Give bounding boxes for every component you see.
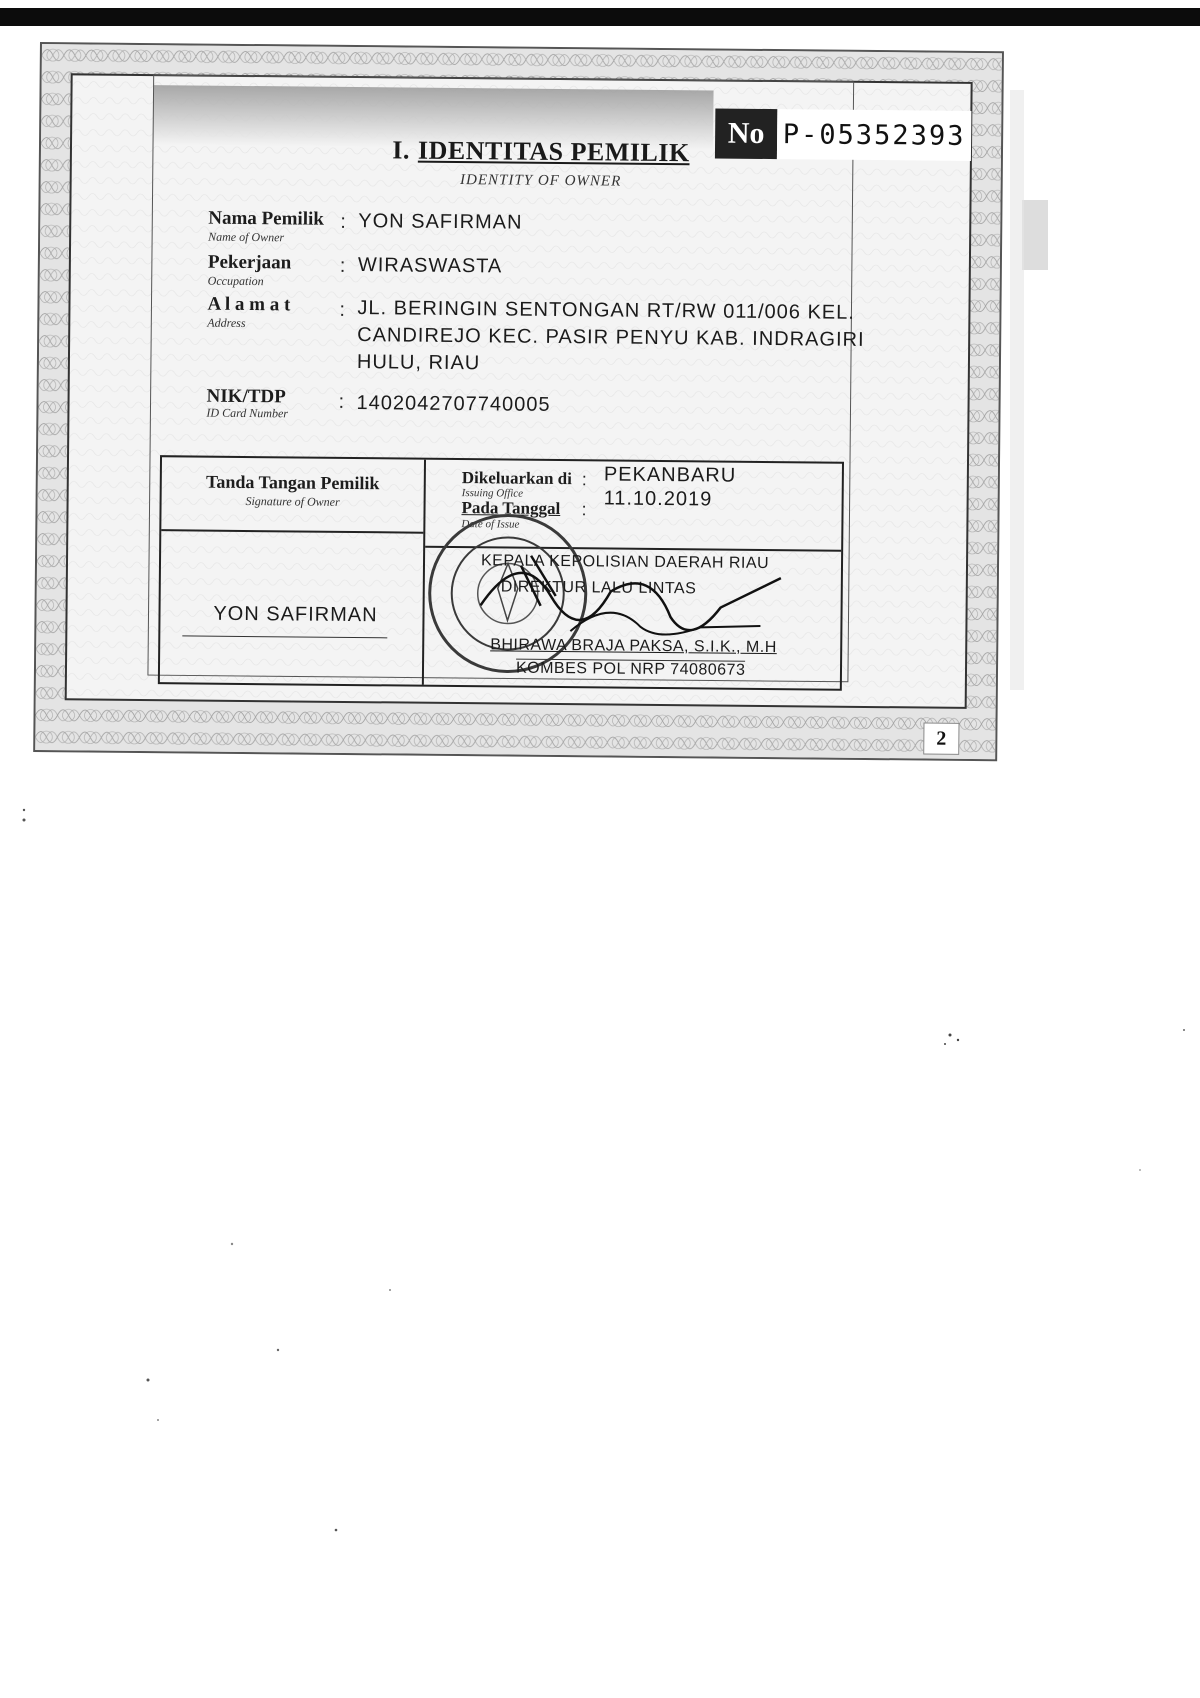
occupation-value: WIRASWASTA — [357, 254, 503, 278]
issued-on-value: 11.10.2019 — [603, 487, 713, 511]
section-subtitle: IDENTITY OF OWNER — [460, 172, 622, 190]
issued-on-sublabel: Date of Issue — [461, 518, 520, 531]
owner-name-sublabel: Name of Owner — [208, 229, 285, 245]
ownership-card — [33, 42, 1004, 761]
address-value — [356, 297, 865, 382]
issued-at-sublabel: Issuing Office — [461, 487, 524, 500]
address-label: A l a m a t — [207, 293, 291, 316]
official-rank: KOMBES POL NRP 74080673 — [515, 659, 746, 679]
colon: : — [339, 254, 346, 277]
nik-value: 1402042707740005 — [356, 392, 551, 416]
colon: : — [581, 499, 587, 520]
owner-name-label: Nama Pemilik — [208, 207, 324, 230]
table-divider — [161, 529, 423, 534]
scanner-top-edge — [0, 8, 1200, 26]
colon: : — [338, 390, 345, 413]
issued-at-value: PEKANBARU — [603, 463, 737, 487]
nik-label: NIK/TDP — [206, 385, 286, 408]
issued-at-label: Dikeluarkan di — [461, 468, 572, 489]
signature-table — [158, 455, 844, 691]
number-label: No — [715, 108, 777, 159]
address-sublabel: Address — [207, 315, 246, 330]
address-line: CANDIREJO KEC. PASIR PENYU KAB. INDRAGIRI — [357, 324, 865, 351]
address-line: JL. BERINGIN SENTONGAN RT/RW 011/006 KEL. — [357, 297, 855, 324]
section-title-text: IDENTITAS PEMILIK — [417, 135, 690, 168]
occupation-sublabel: Occupation — [207, 273, 264, 289]
colon: : — [581, 469, 587, 490]
section-number: I. — [392, 135, 411, 165]
colon: : — [340, 210, 346, 233]
nik-sublabel: ID Card Number — [206, 405, 289, 421]
owner-name-value: YON SAFIRMAN — [358, 210, 523, 234]
document-number: P-05352393 — [777, 109, 971, 161]
office-line-2: DIREKTUR LALU LINTAS — [500, 578, 697, 598]
owner-signature-line — [182, 635, 387, 638]
office-line-1: KEPALA KEPOLISIAN DAERAH RIAU — [480, 552, 770, 573]
address-line: HULU, RIAU — [356, 351, 481, 375]
owner-signature-subheading: Signature of Owner — [245, 493, 340, 509]
official-name: BHIRAWA BRAJA PAKSA, S.I.K., M.H — [490, 636, 777, 657]
section-title — [341, 135, 741, 169]
page-number: 2 — [923, 723, 959, 755]
occupation-label: Pekerjaan — [207, 251, 292, 274]
issued-on-label: Pada Tanggal — [461, 498, 561, 519]
colon: : — [339, 298, 346, 321]
owner-signature-name: YON SAFIRMAN — [213, 602, 378, 627]
owner-signature-heading: Tanda Tangan Pemilik — [205, 471, 380, 494]
